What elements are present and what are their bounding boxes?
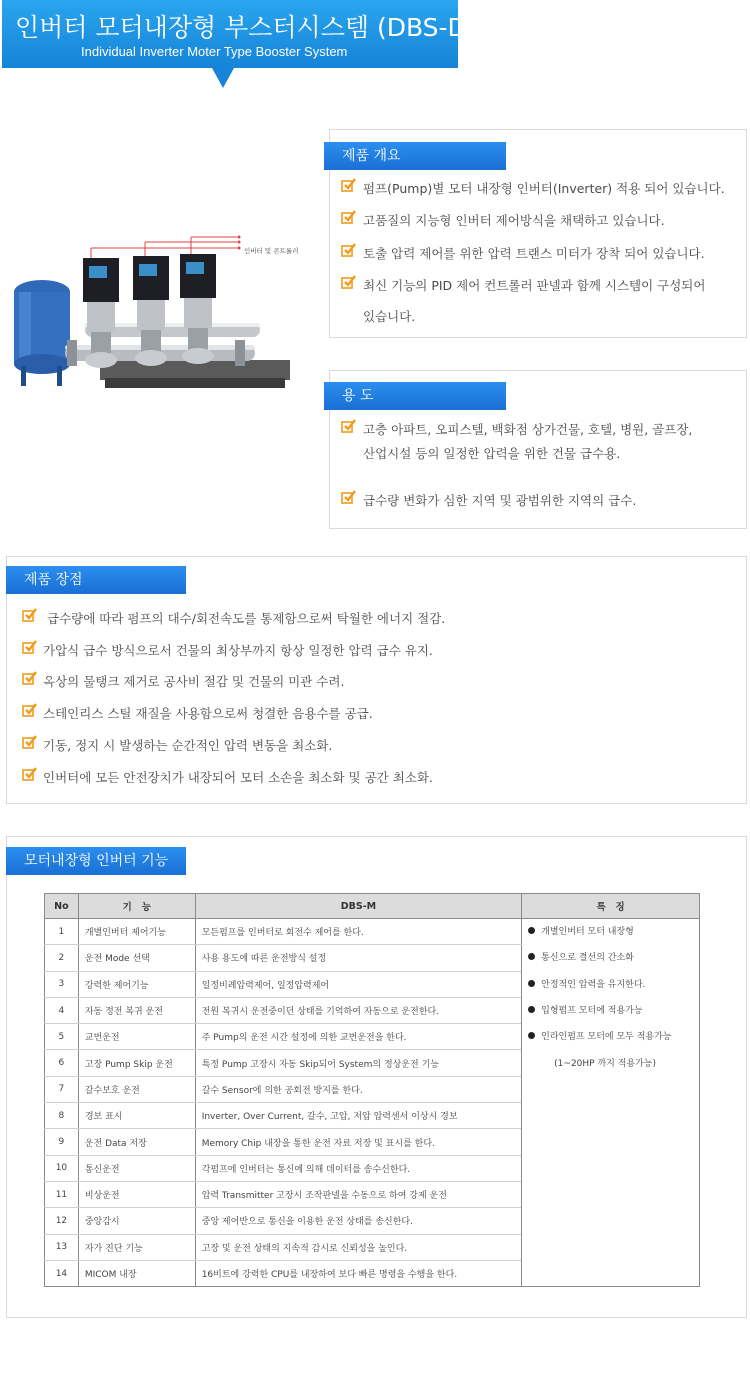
row-function: 비상운전 [78,1181,195,1207]
row-description: Memory Chip 내장을 통한 운전 자료 저장 및 표시를 한다. [195,1129,521,1155]
feature-item: 개별인버터 모터 내장형 [528,925,693,951]
row-function: 고장 Pump Skip 운전 [78,1050,195,1076]
bullet-icon [528,1006,535,1013]
row-no: 14 [45,1260,79,1286]
row-function: 갈수보호 운전 [78,1076,195,1102]
row-function: 경보 표시 [78,1103,195,1129]
usage-item-continued: 산업시설 등의 일정한 압력을 위한 건물 급수용. [363,446,621,461]
overview-item: 펌프(Pump)별 모터 내장형 인버터(Inverter) 적용 되어 있습니다. [363,181,725,196]
table-row [45,919,700,945]
check-icon [22,607,38,623]
callout-label: 인버터 및 콘트롤러 [244,247,299,255]
header-no: No [45,894,79,919]
header-banner [2,0,477,68]
row-description: 중앙 제어반으로 통신을 이용한 운전 상태를 송신한다. [195,1208,521,1234]
row-description: 일정비례압력제어, 일정압력제어 [195,971,521,997]
row-function: 중앙감시 [78,1208,195,1234]
row-no: 7 [45,1076,79,1102]
check-icon [341,177,357,193]
row-function: 개별인버터 제어기능 [78,919,195,945]
header-feature: 특 징 [522,894,700,919]
check-icon [341,209,357,225]
row-no: 4 [45,997,79,1023]
booster-pump-illustration [5,230,325,420]
feature-note: (1~20HP 까지 적용가능) [554,1059,656,1070]
row-description: 사용 용도에 따른 운전방식 설정 [195,945,521,971]
check-icon [341,242,357,258]
advantages-title: 제품 장점 [6,566,186,594]
row-description: 각펌프에 인버터는 통신에 의해 데이터를 송수신한다. [195,1155,521,1181]
page-title: 인버터 모터내장형 부스터시스템 (DBS-D) [15,13,477,42]
advantage-item: 스테인리스 스틸 재질을 사용함으로써 청결한 음용수를 공급. [43,706,373,721]
product-image [5,230,325,420]
row-no: 9 [45,1129,79,1155]
row-no: 6 [45,1050,79,1076]
overview-item: 토출 압력 제어를 위한 압력 트랜스 미터가 장착 되어 있습니다. [363,246,705,261]
bullet-icon [528,1032,535,1039]
bullet-icon [528,980,535,987]
advantage-item: 옥상의 물탱크 제거로 공사비 절감 및 건물의 미관 수려. [43,674,345,689]
check-icon [22,702,38,718]
usage-item: 고층 아파트, 오피스텔, 백화점 상가건물, 호텔, 병원, 골프장, [363,422,693,437]
advantage-item: 인버터에 모든 안전장치가 내장되어 모터 소손을 최소화 및 공간 최소화. [43,770,433,785]
features-cell [522,919,700,1287]
bullet-icon [528,953,535,960]
functions-title: 모터내장형 인버터 기능 [6,847,186,875]
row-no: 3 [45,971,79,997]
row-description: 16비트에 강력한 CPU를 내장하여 보다 빠른 명령을 수행을 한다. [195,1260,521,1286]
row-function: 강력한 제어기능 [78,971,195,997]
check-icon [22,734,38,750]
row-no: 13 [45,1234,79,1260]
row-no: 5 [45,1024,79,1050]
overview-item: 최신 기능의 PID 제어 컨트롤러 판넬과 함께 시스템이 구성되어 [363,278,706,293]
check-icon [341,489,357,505]
row-description: 특정 Pump 고장시 자동 Skip되어 System의 정상운전 기능 [195,1050,521,1076]
row-description: 압력 Transmitter 고장시 조작판넬을 수동으로 하여 강제 운전 [195,1181,521,1207]
row-description: Inverter, Over Current, 갈수, 고압, 저압 압력센서 이상시 경보 [195,1103,521,1129]
overview-item-continued: 있습니다. [363,309,416,324]
row-no: 1 [45,919,79,945]
advantage-item: 기동, 정지 시 발생하는 순간적인 압력 변동을 최소화. [43,738,333,753]
advantage-item: 가압식 급수 방식으로서 건물의 최상부까지 항상 일정한 압력 급수 유지. [43,643,433,658]
row-function: 자동 정전 복귀 운전 [78,997,195,1023]
header-function: 기 능 [78,894,195,919]
overview-title: 제품 개요 [324,142,506,170]
row-function: MICOM 내장 [78,1260,195,1286]
row-description: 갈수 Sensor에 의한 공회전 방지를 한다. [195,1076,521,1102]
check-icon [22,670,38,686]
row-description: 전원 복귀시 운전중이던 상태를 기억하여 자동으로 운전한다. [195,997,521,1023]
functions-table [44,893,700,1287]
row-function: 운전 Mode 선택 [78,945,195,971]
check-icon [22,766,38,782]
bullet-icon [528,927,535,934]
usage-title: 용 도 [324,382,506,410]
table-header-row [45,894,700,919]
header-dbs: DBS-M [195,894,521,919]
row-no: 8 [45,1103,79,1129]
row-description: 고장 및 운전 상태의 지속적 감시로 신뢰성을 높인다. [195,1234,521,1260]
row-no: 10 [45,1155,79,1181]
row-description: 모든펌프를 인버터로 회전수 제어를 한다. [195,919,521,945]
usage-item: 급수량 변화가 심한 지역 및 광범위한 지역의 급수. [363,493,637,508]
banner-pointer [212,68,234,88]
check-icon [341,418,357,434]
row-no: 11 [45,1181,79,1207]
row-description: 주 Pump의 운전 시간 설정에 의한 교번운전을 한다. [195,1024,521,1050]
row-function: 자가 진단 기능 [78,1234,195,1260]
check-icon [341,274,357,290]
feature-item: 안정적인 압력을 유지한다. [528,978,693,1004]
row-no: 2 [45,945,79,971]
feature-item: 통신으로 결선의 간소화 [528,951,693,977]
row-function: 운전 Data 저장 [78,1129,195,1155]
row-function: 교번운전 [78,1024,195,1050]
row-no: 12 [45,1208,79,1234]
page-subtitle: Individual Inverter Moter Type Booster System [81,44,348,59]
overview-item: 고품질의 지능형 인버터 제어방식을 채택하고 있습니다. [363,213,665,228]
check-icon [22,639,38,655]
feature-item: 인라인펌프 모터에 모두 적용가능 [528,1030,693,1056]
advantage-item: 급수량에 따라 펌프의 대수/회전속도를 통제함으로써 탁월한 에너지 절감. [47,611,446,626]
feature-item: 입형펌프 모터에 적용가능 [528,1004,693,1030]
row-function: 통신운전 [78,1155,195,1181]
